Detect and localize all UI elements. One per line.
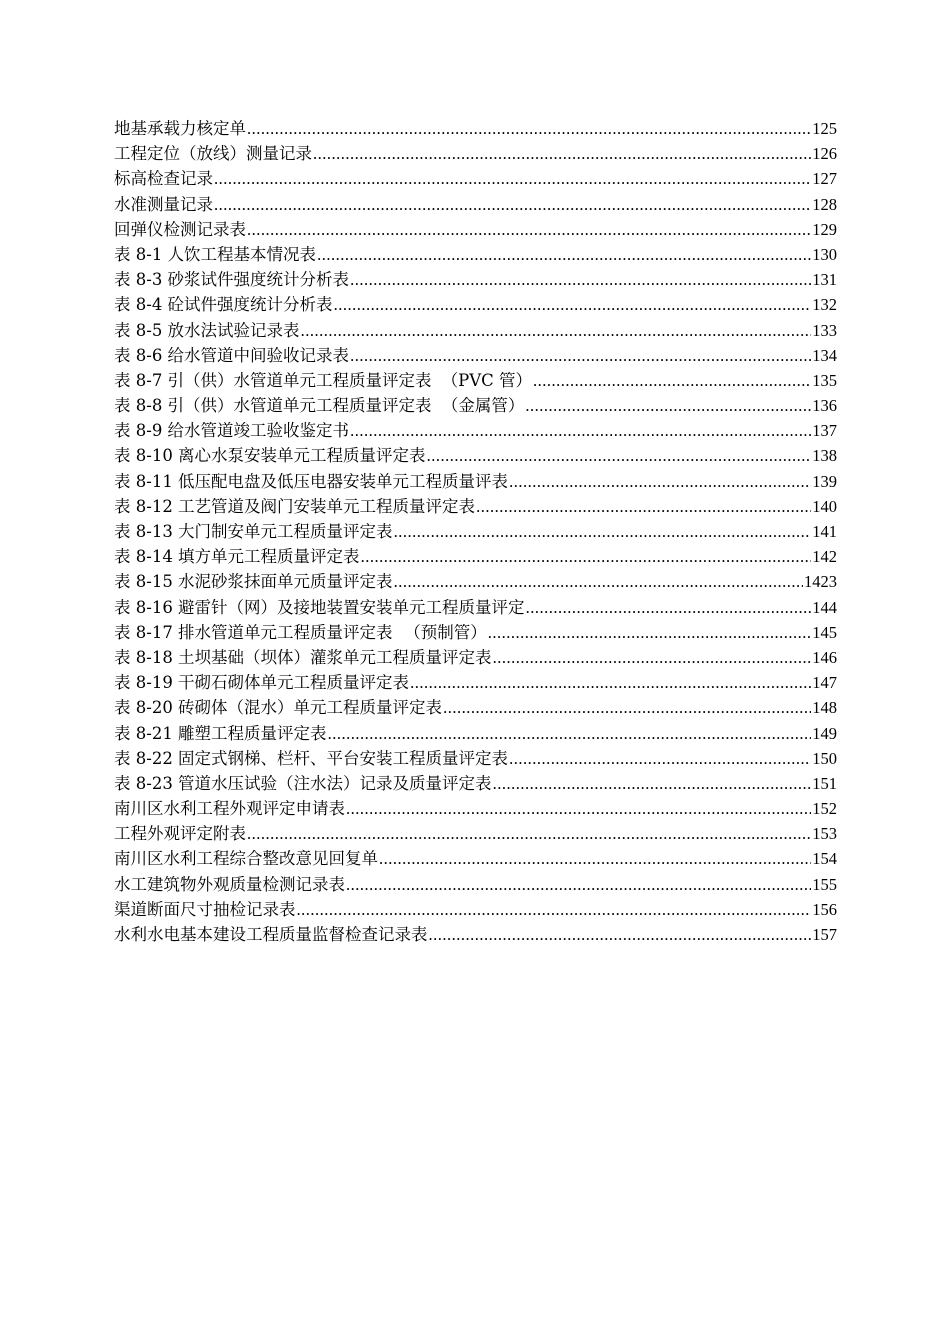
toc-entry-title: 表 8-18 土坝基础（坝体）灌浆单元工程质量评定表 bbox=[114, 647, 492, 667]
toc-entry-title: 表 8-12 工艺管道及阀门安装单元工程质量评定表 bbox=[114, 496, 476, 516]
toc-dot-leader bbox=[443, 695, 811, 720]
toc-entry-title: 南川区水利工程外观评定申请表 bbox=[114, 799, 345, 819]
toc-entry-title: 表 8-3 砂浆试件强度统计分析表 bbox=[114, 270, 350, 290]
toc-entry-title: 表 8-6 给水管道中间验收记录表 bbox=[114, 345, 350, 365]
toc-entry-title: 工程外观评定附表 bbox=[114, 824, 246, 844]
toc-entry[interactable] bbox=[114, 620, 837, 645]
toc-entry[interactable] bbox=[114, 595, 837, 620]
toc-entry-title: 表 8-7 引（供）水管道单元工程质量评定表 bbox=[114, 370, 432, 390]
toc-page-number: 144 bbox=[812, 597, 837, 617]
toc-page-number: 128 bbox=[812, 194, 837, 214]
toc-entry-title: 南川区水利工程综合整改意见回复单 bbox=[114, 849, 378, 869]
toc-entry[interactable] bbox=[114, 569, 837, 594]
toc-entry[interactable] bbox=[114, 746, 837, 771]
toc-page-number: 153 bbox=[812, 824, 837, 844]
toc-dot-leader bbox=[394, 569, 803, 594]
toc-entry-title: 表 8-8 引（供）水管道单元工程质量评定表 bbox=[114, 396, 432, 416]
toc-page-number: 145 bbox=[812, 622, 837, 642]
toc-dot-leader bbox=[346, 796, 811, 821]
toc-entry-title: 表 8-21 雕塑工程质量评定表 bbox=[114, 723, 327, 743]
toc-entry-title: 表 8-4 砼试件强度统计分析表 bbox=[114, 295, 333, 315]
toc-entry[interactable] bbox=[114, 721, 837, 746]
toc-dot-leader bbox=[313, 141, 811, 166]
toc-entry[interactable] bbox=[114, 494, 837, 519]
toc-entry[interactable] bbox=[114, 393, 837, 418]
toc-entry[interactable] bbox=[114, 217, 837, 242]
toc-page-number: 157 bbox=[812, 925, 837, 944]
toc-page-number: 125 bbox=[812, 119, 837, 138]
toc-entry[interactable] bbox=[114, 872, 837, 897]
toc-entry-title: 表 8-19 干砌石砌体单元工程质量评定表 bbox=[114, 673, 410, 693]
toc-page-number: 134 bbox=[812, 345, 837, 365]
toc-page-number: 150 bbox=[812, 748, 837, 768]
toc-dot-leader bbox=[379, 846, 811, 871]
toc-page-number: 129 bbox=[812, 219, 837, 239]
toc-entry[interactable] bbox=[114, 519, 837, 544]
toc-page-number: 140 bbox=[812, 496, 837, 516]
toc-entry[interactable] bbox=[114, 897, 837, 922]
table-of-contents bbox=[114, 116, 837, 947]
toc-entry-title: 表 8-9 给水管道竣工验收鉴定书 bbox=[114, 421, 350, 441]
toc-entry-title: 表 8-17 排水管道单元工程质量评定表 bbox=[114, 622, 393, 642]
toc-page-number: 146 bbox=[812, 647, 837, 667]
toc-dot-leader bbox=[328, 721, 812, 746]
toc-page-number: 137 bbox=[812, 421, 837, 441]
toc-entry[interactable] bbox=[114, 922, 837, 947]
toc-dot-leader bbox=[525, 393, 811, 418]
toc-page-number: 151 bbox=[812, 773, 837, 793]
toc-entry-suffix: （PVC 管） bbox=[441, 370, 532, 390]
toc-page-number: 138 bbox=[812, 446, 837, 466]
toc-page-number: 135 bbox=[812, 370, 837, 390]
toc-entry-title: 表 8-11 低压配电盘及低压电器安装单元工程质量评表 bbox=[114, 471, 509, 491]
toc-entry[interactable] bbox=[114, 116, 837, 141]
toc-page-number: 133 bbox=[812, 320, 837, 340]
toc-page-number: 141 bbox=[812, 522, 837, 541]
toc-entry-suffix: （预制管） bbox=[404, 622, 487, 642]
toc-entry-title: 地基承载力核定单 bbox=[114, 119, 246, 138]
toc-entry-title: 表 8-20 砖砌体（混水）单元工程质量评定表 bbox=[114, 698, 443, 718]
toc-dot-leader bbox=[427, 443, 812, 468]
toc-page-number: 155 bbox=[812, 874, 837, 894]
toc-page-number: 148 bbox=[812, 698, 837, 718]
toc-dot-leader bbox=[297, 897, 812, 922]
toc-entry[interactable] bbox=[114, 343, 837, 368]
toc-entry[interactable] bbox=[114, 796, 837, 821]
toc-dot-leader bbox=[346, 872, 811, 897]
toc-entry[interactable] bbox=[114, 368, 837, 393]
toc-dot-leader bbox=[526, 595, 812, 620]
toc-dot-leader bbox=[247, 116, 811, 141]
toc-entry-title: 表 8-14 填方单元工程质量评定表 bbox=[114, 547, 360, 567]
toc-entry-title: 水利水电基本建设工程质量监督检查记录表 bbox=[114, 925, 428, 944]
toc-entry[interactable] bbox=[114, 771, 837, 796]
toc-entry-title: 渠道断面尺寸抽检记录表 bbox=[114, 899, 296, 919]
toc-page-number: 152 bbox=[812, 799, 837, 819]
toc-page-number: 136 bbox=[812, 396, 837, 416]
toc-dot-leader bbox=[247, 821, 811, 846]
toc-dot-leader bbox=[493, 771, 812, 796]
toc-dot-leader bbox=[410, 670, 811, 695]
toc-dot-leader bbox=[301, 318, 812, 343]
toc-dot-leader bbox=[334, 292, 812, 317]
toc-entry[interactable] bbox=[114, 670, 837, 695]
toc-dot-leader bbox=[488, 620, 812, 645]
toc-entry-title: 水准测量记录 bbox=[114, 194, 213, 214]
toc-dot-leader bbox=[350, 343, 811, 368]
toc-entry-title: 表 8-22 固定式钢梯、栏杆、平台安装工程质量评定表 bbox=[114, 748, 509, 768]
toc-page-number: 126 bbox=[812, 144, 837, 164]
toc-dot-leader bbox=[429, 922, 812, 947]
toc-dot-leader bbox=[493, 645, 812, 670]
toc-entry[interactable] bbox=[114, 418, 837, 443]
toc-dot-leader bbox=[509, 469, 811, 494]
toc-entry-title: 表 8-5 放水法试验记录表 bbox=[114, 320, 300, 340]
toc-entry-title: 表 8-16 避雷针（网）及接地装置安装单元工程质量评定 bbox=[114, 597, 525, 617]
toc-entry-title: 表 8-10 离心水泵安装单元工程质量评定表 bbox=[114, 446, 426, 466]
toc-entry-title: 标高检查记录 bbox=[114, 169, 213, 189]
toc-entry-suffix: （金属管） bbox=[441, 396, 525, 416]
toc-dot-leader bbox=[317, 242, 811, 267]
toc-entry-title: 回弹仪检测记录表 bbox=[114, 219, 246, 239]
toc-dot-leader bbox=[394, 519, 812, 544]
toc-dot-leader bbox=[361, 544, 812, 569]
toc-page-number: 154 bbox=[812, 849, 837, 869]
toc-dot-leader bbox=[533, 368, 811, 393]
toc-page-number: 149 bbox=[812, 723, 837, 743]
toc-entry[interactable] bbox=[114, 846, 837, 871]
toc-entry[interactable] bbox=[114, 141, 837, 166]
toc-entry[interactable] bbox=[114, 267, 837, 292]
toc-entry[interactable] bbox=[114, 695, 837, 720]
toc-entry-title: 表 8-23 管道水压试验（注水法）记录及质量评定表 bbox=[114, 773, 492, 793]
toc-entry[interactable] bbox=[114, 469, 837, 494]
toc-page-number: 127 bbox=[812, 169, 837, 189]
toc-entry-title: 表 8-1 人饮工程基本情况表 bbox=[114, 244, 317, 264]
toc-entry-title: 表 8-15 水泥砂浆抹面单元质量评定表 bbox=[114, 572, 393, 592]
toc-entry-title: 水工建筑物外观质量检测记录表 bbox=[114, 874, 345, 894]
toc-entry[interactable] bbox=[114, 192, 837, 217]
toc-dot-leader bbox=[350, 267, 811, 292]
toc-page-number: 130 bbox=[812, 244, 837, 264]
toc-dot-leader bbox=[509, 746, 811, 771]
toc-entry[interactable] bbox=[114, 443, 837, 468]
toc-page-number: 132 bbox=[812, 295, 837, 315]
toc-entry[interactable] bbox=[114, 544, 837, 569]
toc-page-number: 1423 bbox=[804, 572, 837, 592]
toc-dot-leader bbox=[476, 494, 811, 519]
toc-entry[interactable] bbox=[114, 318, 837, 343]
toc-page-number: 139 bbox=[812, 471, 837, 491]
toc-entry-title: 表 8-13 大门制安单元工程质量评定表 bbox=[114, 522, 393, 541]
toc-dot-leader bbox=[350, 418, 811, 443]
toc-dot-leader bbox=[247, 217, 811, 242]
toc-entry-title: 工程定位（放线）测量记录 bbox=[114, 144, 312, 164]
toc-entry[interactable] bbox=[114, 292, 837, 317]
toc-page-number: 142 bbox=[812, 547, 837, 567]
toc-entry[interactable] bbox=[114, 166, 837, 191]
toc-page-number: 147 bbox=[812, 673, 837, 693]
toc-entry[interactable] bbox=[114, 645, 837, 670]
toc-dot-leader bbox=[214, 166, 811, 191]
toc-dot-leader bbox=[214, 192, 811, 217]
toc-entry[interactable] bbox=[114, 242, 837, 267]
toc-page-number: 131 bbox=[812, 270, 837, 290]
toc-page-number: 156 bbox=[812, 899, 837, 919]
toc-entry[interactable] bbox=[114, 821, 837, 846]
